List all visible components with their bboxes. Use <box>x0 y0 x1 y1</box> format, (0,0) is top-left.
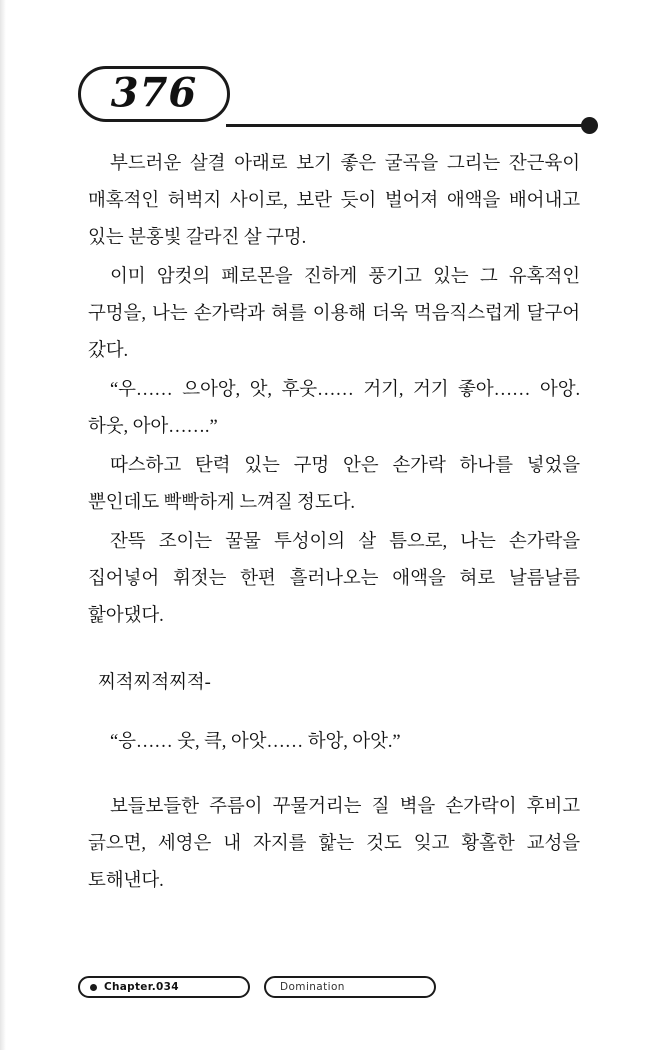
footer-chapter-chip <box>78 976 250 998</box>
page-number-badge <box>78 66 230 122</box>
paragraph: 보들보들한 주름이 꾸물거리는 질 벽을 손가락이 후비고 긁으면, 세영은 내 자지를 핥는 것도 잊고 황홀한 교성을 토해낸다. <box>88 797 580 891</box>
footer-section-label: Domination <box>280 981 345 993</box>
dot-icon <box>90 984 97 991</box>
page-footer <box>78 976 598 998</box>
page-number-label: 376 <box>110 69 198 117</box>
header-rule <box>226 124 588 127</box>
paragraph: 이미 암컷의 페로몬을 진하게 풍기고 있는 그 유혹적인 구멍을, 나는 손가락과 혀를 이용해 더욱 먹음직스럽게 달구어 갔다. <box>88 267 580 361</box>
paragraph: 따스하고 탄력 있는 구멍 안은 손가락 하나를 넣었을 뿐인데도 빡빡하게 느껴질 정도다. <box>88 456 580 513</box>
page-body <box>88 146 580 902</box>
dot-icon <box>581 117 598 134</box>
paragraph: 부드러운 살결 아래로 보기 좋은 굴곡을 그리는 잔근육이 매혹적인 허벅지 사이로, 보란 듯이 벌어져 애액을 배어내고 있는 분홍빛 갈라진 살 구멍. <box>88 154 580 248</box>
paragraph: 잔뜩 조이는 꿀물 투성이의 살 틈으로, 나는 손가락을 집어넣어 휘젓는 한편 흘러나오는 애액을 혀로 날름날름 핥아댔다. <box>88 532 580 626</box>
paragraph-dialogue: “우…… 으아앙, 앗, 후웃…… 거기, 거기 좋아…… 아앙. 하웃, 아아…….” <box>88 380 580 437</box>
footer-section-chip <box>264 976 436 998</box>
page-edge-shadow <box>0 0 6 1050</box>
page-header <box>78 66 598 136</box>
sound-effect-line: 찌적찌적찌적- <box>98 673 211 693</box>
paragraph-dialogue: “응…… 웃, 큭, 아앗…… 하앙, 아앗.” <box>110 732 401 752</box>
footer-chapter-label: Chapter.034 <box>104 981 179 993</box>
